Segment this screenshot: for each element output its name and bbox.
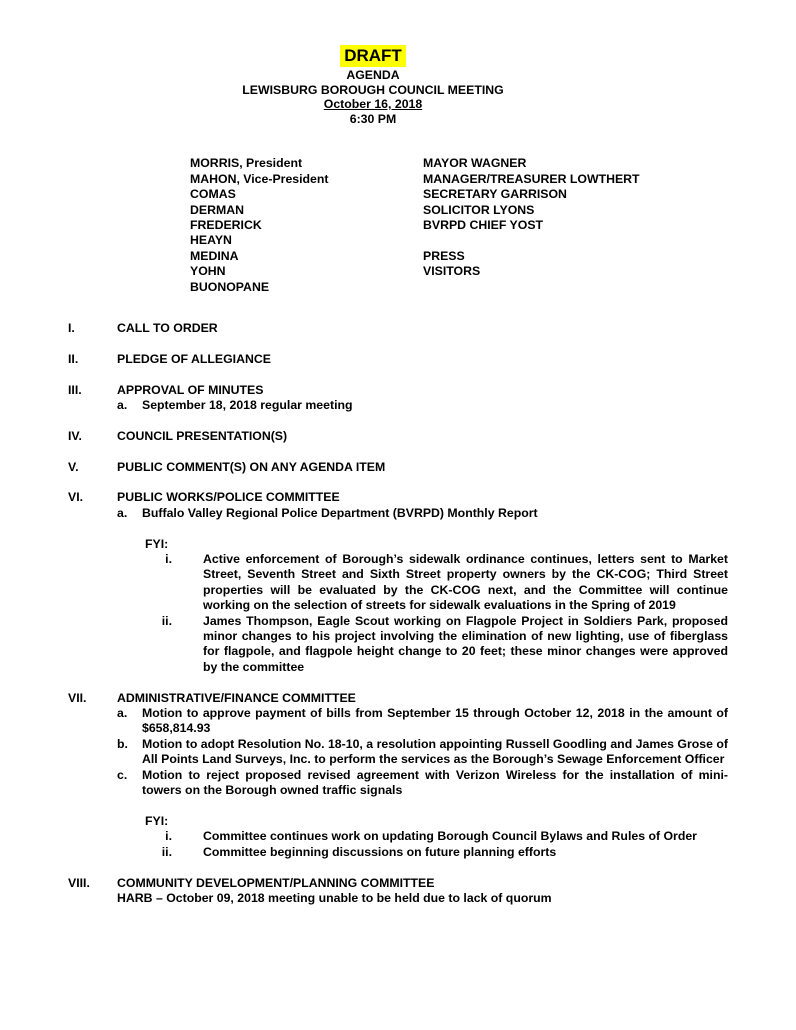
- fyi-item: [117, 552, 728, 614]
- council-member: YOHN: [190, 264, 226, 279]
- section-numeral: VI.: [68, 490, 84, 505]
- agenda-item: [117, 398, 728, 413]
- item-letter: c.: [117, 767, 128, 782]
- section-numeral: VII.: [68, 690, 87, 705]
- section-title: COUNCIL PRESENTATION(S): [117, 428, 288, 443]
- item-letter: b.: [117, 736, 128, 751]
- fyi-block: [117, 814, 728, 860]
- council-member: COMAS: [190, 187, 236, 202]
- fyi-item: [117, 829, 728, 844]
- section-title: PLEDGE OF ALLEGIANCE: [117, 351, 271, 366]
- item-letter: a.: [117, 505, 128, 520]
- item-text: September 18, 2018 regular meeting: [142, 398, 353, 413]
- agenda-item: [117, 737, 728, 768]
- public-attendee: PRESS: [423, 248, 465, 263]
- section-admin-finance: [68, 691, 728, 860]
- section-numeral: V.: [68, 459, 79, 474]
- document-header: [18, 0, 728, 126]
- section-community-development: [68, 876, 728, 907]
- section-note: HARB – October 09, 2018 meeting unable to be held due to lack of quorum: [117, 890, 552, 905]
- agenda-item: [117, 706, 728, 737]
- item-letter: a.: [117, 706, 128, 721]
- fyi-numeral: i.: [165, 552, 172, 567]
- section-title: ADMINISTRATIVE/FINANCE COMMITTEE: [117, 690, 356, 705]
- section-title: PUBLIC COMMENT(S) ON ANY AGENDA ITEM: [117, 459, 386, 474]
- fyi-text: Active enforcement of Borough’s sidewalk ordinance continues, letters sent to Market Street, Seventh Street and Sixth Street property owners by the CK-COG; Third Street properties will be evaluated by the CK-COG next, and the Committee will continue working on the selection of streets for sidewalk evaluations in the Spring of 2019: [203, 552, 728, 613]
- fyi-item: [117, 845, 728, 860]
- fyi-text: Committee beginning discussions on future planning efforts: [203, 844, 557, 859]
- meeting-title: LEWISBURG BOROUGH COUNCIL MEETING: [242, 82, 504, 97]
- section-public-works-police: [68, 490, 728, 675]
- section-numeral: III.: [68, 382, 82, 397]
- council-member: BUONOPANE: [190, 279, 270, 294]
- meeting-date: October 16, 2018: [323, 97, 423, 112]
- section-public-comments: [68, 460, 728, 475]
- section-title: PUBLIC WORKS/POLICE COMMITTEE: [117, 490, 340, 505]
- item-text: Motion to reject proposed revised agreement with Verizon Wireless for the installation of mini-towers on the Borough owned traffic signals: [142, 767, 728, 798]
- council-member: MAHON, Vice-President: [190, 171, 329, 186]
- agenda-title: AGENDA: [346, 68, 400, 82]
- section-council-presentations: [68, 429, 728, 444]
- section-title: COMMUNITY DEVELOPMENT/PLANNING COMMITTEE: [117, 875, 435, 890]
- public-attendee: VISITORS: [423, 264, 481, 279]
- draft-watermark-row: [18, 45, 728, 68]
- fyi-numeral: ii.: [161, 844, 172, 859]
- section-title: APPROVAL OF MINUTES: [117, 382, 264, 397]
- council-member: HEAYN: [190, 233, 232, 248]
- council-member: MORRIS, President: [190, 156, 303, 171]
- section-numeral: II.: [68, 351, 79, 366]
- spacer: [423, 233, 640, 248]
- agenda-item: [117, 768, 728, 799]
- fyi-text: Committee continues work on updating Borough Council Bylaws and Rules of Order: [203, 829, 697, 844]
- draft-watermark: DRAFT: [340, 45, 406, 67]
- agenda-item: [117, 506, 728, 521]
- item-letter: a.: [117, 398, 128, 413]
- fyi-label: FYI:: [145, 536, 169, 551]
- fyi-label: FYI:: [145, 813, 169, 828]
- section-approval-of-minutes: [68, 383, 728, 414]
- official: SECRETARY GARRISON: [423, 187, 567, 202]
- section-pledge: [68, 352, 728, 367]
- fyi-block: [117, 537, 728, 676]
- fyi-numeral: i.: [165, 829, 172, 844]
- item-text: Buffalo Valley Regional Police Department (BVRPD) Monthly Report: [142, 505, 538, 520]
- section-title: CALL TO ORDER: [117, 321, 218, 336]
- council-members-column: [190, 156, 423, 295]
- council-member: MEDINA: [190, 248, 239, 263]
- officials-column: [423, 156, 640, 295]
- council-member: DERMAN: [190, 202, 244, 217]
- fyi-numeral: ii.: [161, 613, 172, 628]
- section-numeral: VIII.: [68, 875, 90, 890]
- official: SOLICITOR LYONS: [423, 202, 535, 217]
- council-member: FREDERICK: [190, 218, 262, 232]
- meeting-time: 6:30 PM: [349, 111, 397, 126]
- section-numeral: IV.: [68, 428, 82, 443]
- section-numeral: I.: [68, 321, 75, 336]
- official: BVRPD CHIEF YOST: [423, 218, 544, 232]
- attendee-roster: [190, 156, 796, 295]
- section-call-to-order: [68, 321, 728, 336]
- fyi-item: [117, 614, 728, 676]
- item-text: Motion to approve payment of bills from September 15 through October 12, 2018 in the amount of $658,814.93: [142, 706, 728, 736]
- meeting-date-row: [18, 97, 728, 112]
- official: MANAGER/TREASURER LOWTHERT: [423, 171, 640, 186]
- official: MAYOR WAGNER: [423, 156, 527, 171]
- item-text: Motion to adopt Resolution No. 18-10, a resolution appointing Russell Goodling and James Grose of All Points Land Surveys, Inc. to perform the services as the Borough’s Sewage Enforcement Officer: [142, 736, 728, 767]
- fyi-text: James Thompson, Eagle Scout working on Flagpole Project in Soldiers Park, proposed minor changes to his project involving the elimination of new lighting, use of fiberglass for flagpole, and flagpole height change to 20 feet; these minor changes were approved by the committee: [203, 613, 728, 674]
